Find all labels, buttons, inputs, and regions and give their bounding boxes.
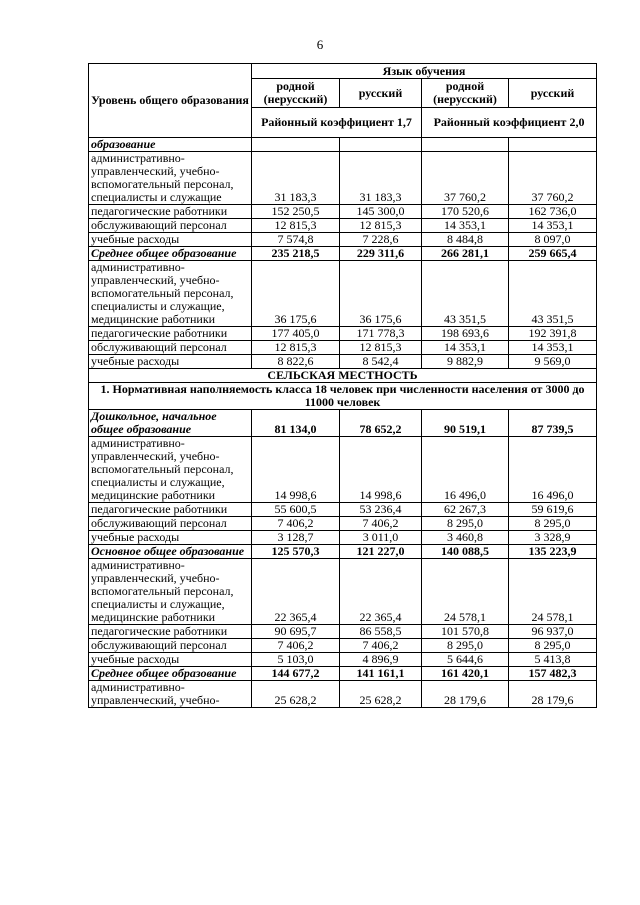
table-row [89, 531, 597, 545]
row-label: учебные расходы [89, 653, 252, 667]
value-cell: 3 011,0 [340, 531, 422, 545]
value-cell: 12 815,3 [252, 341, 340, 355]
row-label: обслуживающий персонал [89, 517, 252, 531]
value-cell: 3 460,8 [422, 531, 509, 545]
value-cell: 7 406,2 [340, 517, 422, 531]
table-row [89, 559, 597, 625]
value-cell: 161 420,1 [422, 667, 509, 681]
value-cell: 7 574,8 [252, 233, 340, 247]
row-label: педагогические работники [89, 503, 252, 517]
value-cell: 12 815,3 [340, 219, 422, 233]
value-cell: 7 406,2 [340, 639, 422, 653]
value-cell: 24 578,1 [422, 559, 509, 625]
table-title-cell: 1. Нормативная наполняемость класса 18 человек при численности населения от 3000 до 11000 человек [89, 383, 597, 410]
table-row [89, 327, 597, 341]
table-row [89, 341, 597, 355]
value-cell: 43 351,5 [422, 261, 509, 327]
value-cell: 14 353,1 [509, 341, 597, 355]
value-cell: 14 998,6 [340, 437, 422, 503]
row-label: административно-управленческий, учебно-вспомогательный персонал, специалисты и служащие, медицинские работники [89, 261, 252, 327]
value-cell [340, 138, 422, 152]
value-cell: 14 998,6 [252, 437, 340, 503]
value-cell: 16 496,0 [509, 437, 597, 503]
value-cell: 141 161,1 [340, 667, 422, 681]
value-cell: 86 558,5 [340, 625, 422, 639]
value-cell: 229 311,6 [340, 247, 422, 261]
section-row [89, 138, 597, 152]
table-title-cell: СЕЛЬСКАЯ МЕСТНОСТЬ [89, 369, 597, 383]
value-cell: 4 896,9 [340, 653, 422, 667]
page-number: 6 [316, 37, 324, 52]
value-cell: 24 578,1 [509, 559, 597, 625]
table-row [89, 517, 597, 531]
header-native-1: родной (нерусский) [252, 79, 340, 108]
value-cell: 9 882,9 [422, 355, 509, 369]
header-language: Язык обучения [252, 64, 597, 79]
row-label: обслуживающий персонал [89, 219, 252, 233]
section-label: образование [89, 138, 252, 152]
value-cell: 14 353,1 [422, 219, 509, 233]
table-row [89, 503, 597, 517]
value-cell: 87 739,5 [509, 410, 597, 437]
header-row-1 [89, 64, 597, 79]
value-cell: 3 128,7 [252, 531, 340, 545]
row-label: учебные расходы [89, 355, 252, 369]
table-row [89, 355, 597, 369]
row-label: обслуживающий персонал [89, 639, 252, 653]
value-cell: 8 097,0 [509, 233, 597, 247]
row-label: административно-управленческий, учебно-вспомогательный персонал, специалисты и служащие, медицинские работники [89, 437, 252, 503]
value-cell: 12 815,3 [252, 219, 340, 233]
value-cell: 78 652,2 [340, 410, 422, 437]
value-cell: 31 183,3 [340, 152, 422, 205]
value-cell: 37 760,2 [509, 152, 597, 205]
table-row [89, 205, 597, 219]
value-cell: 235 218,5 [252, 247, 340, 261]
value-cell: 135 223,9 [509, 545, 597, 559]
value-cell: 62 267,3 [422, 503, 509, 517]
value-cell: 192 391,8 [509, 327, 597, 341]
section-row [89, 667, 597, 681]
row-label: педагогические работники [89, 625, 252, 639]
value-cell: 25 628,2 [340, 681, 422, 708]
value-cell: 7 406,2 [252, 639, 340, 653]
row-label: педагогические работники [89, 205, 252, 219]
value-cell: 53 236,4 [340, 503, 422, 517]
table-row [89, 681, 597, 708]
value-cell: 12 815,3 [340, 341, 422, 355]
row-label: административно-управленческий, учебно- [89, 681, 252, 708]
row-label: учебные расходы [89, 233, 252, 247]
row-label: обслуживающий персонал [89, 341, 252, 355]
row-label: педагогические работники [89, 327, 252, 341]
value-cell [509, 138, 597, 152]
value-cell: 14 353,1 [509, 219, 597, 233]
value-cell: 170 520,6 [422, 205, 509, 219]
value-cell: 121 227,0 [340, 545, 422, 559]
section-label: Основное общее образование [89, 545, 252, 559]
value-cell: 101 570,8 [422, 625, 509, 639]
value-cell: 7 406,2 [252, 517, 340, 531]
cost-table [88, 63, 597, 708]
value-cell: 157 482,3 [509, 667, 597, 681]
header-level: Уровень общего образования [89, 64, 252, 138]
value-cell: 14 353,1 [422, 341, 509, 355]
section-row [89, 247, 597, 261]
value-cell: 81 134,0 [252, 410, 340, 437]
table-row [89, 261, 597, 327]
value-cell: 7 228,6 [340, 233, 422, 247]
value-cell: 171 778,3 [340, 327, 422, 341]
value-cell: 37 760,2 [422, 152, 509, 205]
value-cell: 8 484,8 [422, 233, 509, 247]
value-cell: 3 328,9 [509, 531, 597, 545]
value-cell: 259 665,4 [509, 247, 597, 261]
value-cell: 8 295,0 [509, 517, 597, 531]
value-cell: 8 542,4 [340, 355, 422, 369]
value-cell: 266 281,1 [422, 247, 509, 261]
value-cell: 36 175,6 [340, 261, 422, 327]
value-cell: 90 695,7 [252, 625, 340, 639]
value-cell: 144 677,2 [252, 667, 340, 681]
value-cell: 36 175,6 [252, 261, 340, 327]
table-row [89, 653, 597, 667]
table-row [89, 437, 597, 503]
value-cell: 28 179,6 [509, 681, 597, 708]
section-row [89, 545, 597, 559]
value-cell: 8 295,0 [422, 639, 509, 653]
value-cell: 43 351,5 [509, 261, 597, 327]
value-cell: 145 300,0 [340, 205, 422, 219]
value-cell: 8 822,6 [252, 355, 340, 369]
table-title-row [89, 383, 597, 410]
value-cell: 152 250,5 [252, 205, 340, 219]
value-cell: 125 570,3 [252, 545, 340, 559]
row-label: административно-управленческий, учебно-вспомогательный персонал, специалисты и служащие [89, 152, 252, 205]
value-cell: 55 600,5 [252, 503, 340, 517]
section-row [89, 410, 597, 437]
value-cell: 22 365,4 [340, 559, 422, 625]
value-cell: 28 179,6 [422, 681, 509, 708]
header-russian-2: русский [509, 79, 597, 108]
table-row [89, 625, 597, 639]
value-cell: 59 619,6 [509, 503, 597, 517]
value-cell: 140 088,5 [422, 545, 509, 559]
value-cell: 16 496,0 [422, 437, 509, 503]
value-cell [252, 138, 340, 152]
value-cell: 8 295,0 [509, 639, 597, 653]
table-title-row [89, 369, 597, 383]
section-label: Среднее общее образование [89, 667, 252, 681]
table-row [89, 219, 597, 233]
value-cell: 5 413,8 [509, 653, 597, 667]
value-cell: 5 103,0 [252, 653, 340, 667]
value-cell: 5 644,6 [422, 653, 509, 667]
value-cell: 90 519,1 [422, 410, 509, 437]
section-label: Дошкольное, начальное общее образование [89, 410, 252, 437]
header-native-2: родной (нерусский) [422, 79, 509, 108]
header-coef-2: Районный коэффициент 2,0 [422, 108, 597, 138]
table-row [89, 152, 597, 205]
table-row [89, 639, 597, 653]
section-label: Среднее общее образование [89, 247, 252, 261]
row-label: учебные расходы [89, 531, 252, 545]
value-cell [422, 138, 509, 152]
value-cell: 162 736,0 [509, 205, 597, 219]
value-cell: 198 693,6 [422, 327, 509, 341]
header-russian-1: русский [340, 79, 422, 108]
value-cell: 25 628,2 [252, 681, 340, 708]
value-cell: 8 295,0 [422, 517, 509, 531]
table-row [89, 233, 597, 247]
header-coef-1: Районный коэффициент 1,7 [252, 108, 422, 138]
value-cell: 22 365,4 [252, 559, 340, 625]
row-label: административно-управленческий, учебно-вспомогательный персонал, специалисты и служащие, медицинские работники [89, 559, 252, 625]
value-cell: 31 183,3 [252, 152, 340, 205]
value-cell: 9 569,0 [509, 355, 597, 369]
value-cell: 96 937,0 [509, 625, 597, 639]
value-cell: 177 405,0 [252, 327, 340, 341]
